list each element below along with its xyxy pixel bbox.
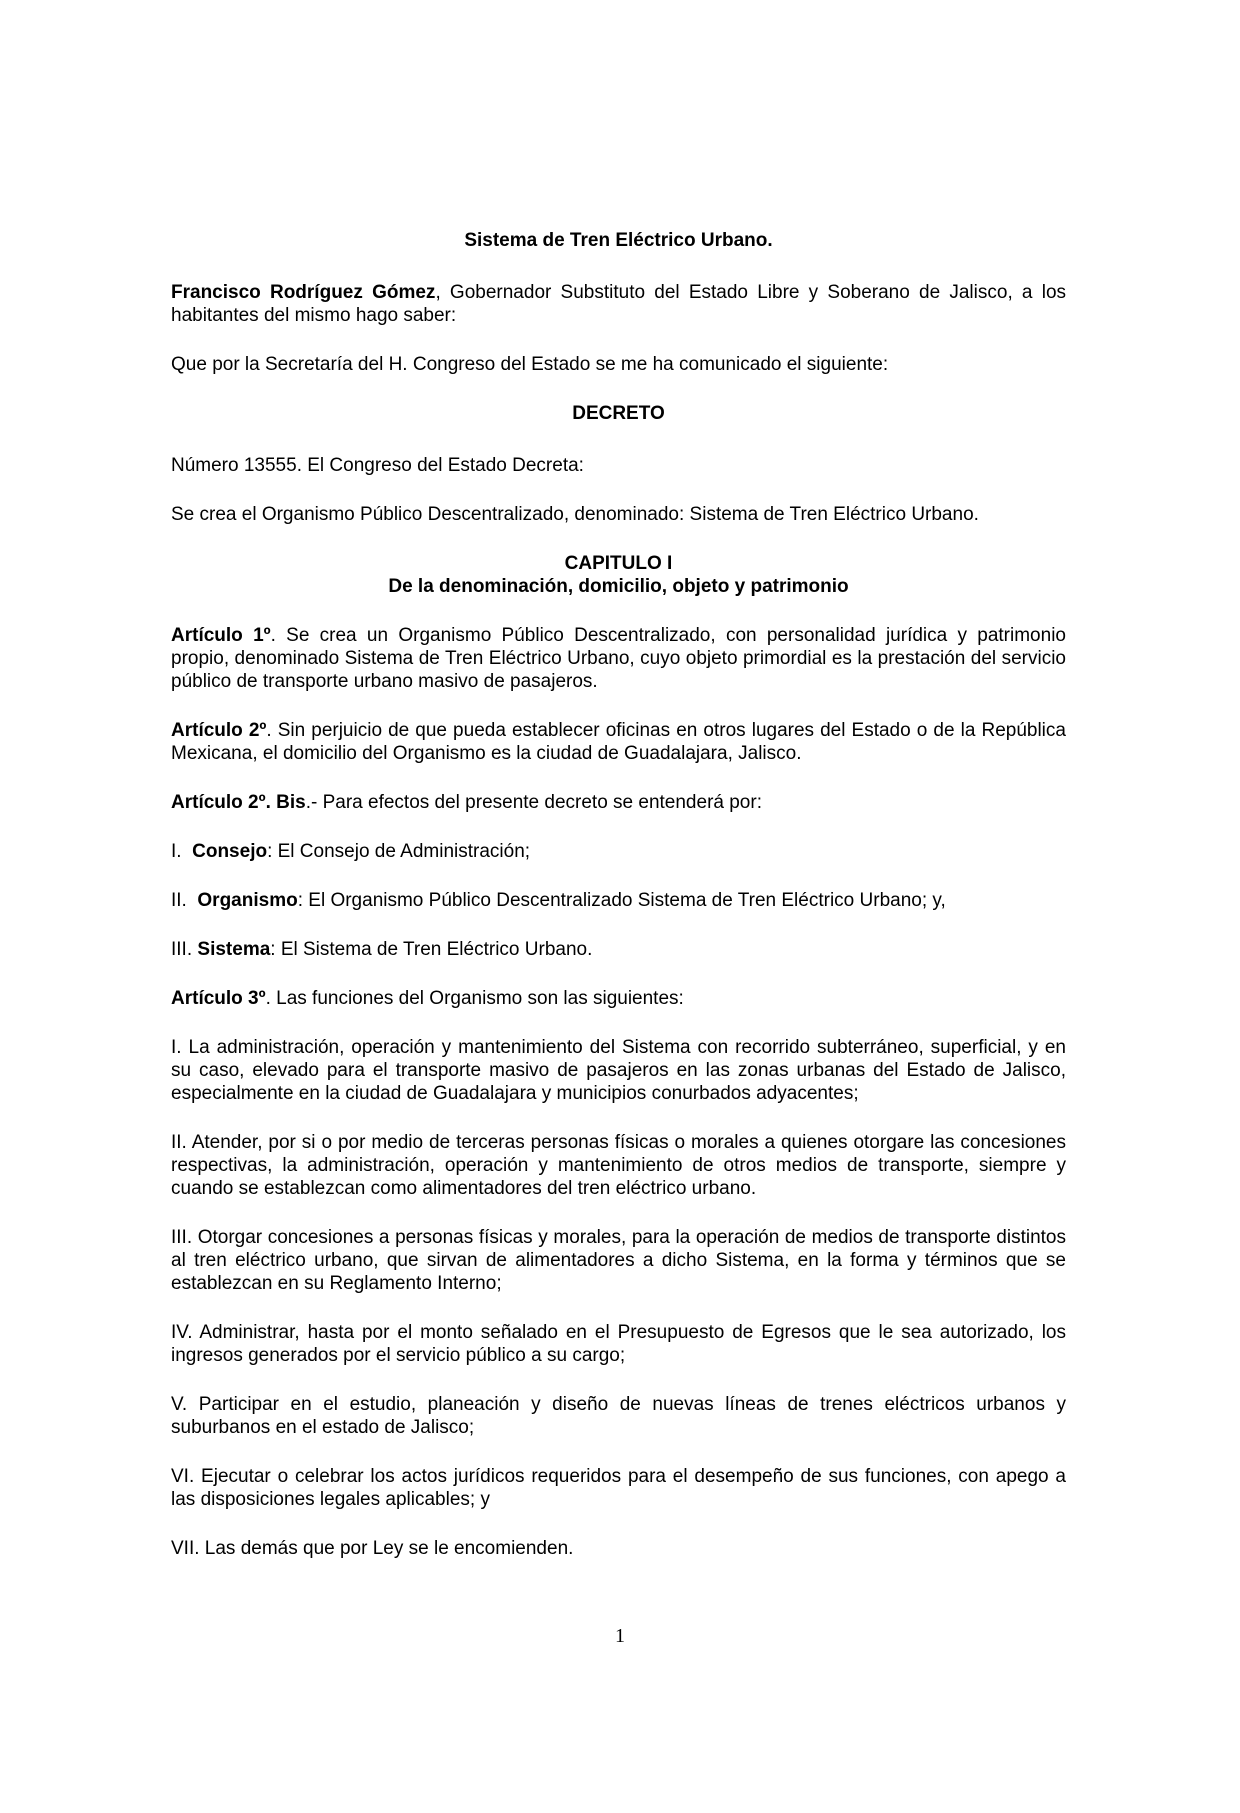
function-item: IV. Administrar, hasta por el monto señalado en el Presupuesto de Egresos que le sea autorizado, los ingresos generados por el servicio público a su cargo; — [171, 1322, 1066, 1366]
article-2-label: Artículo 2º — [171, 720, 267, 741]
article-2-bis-label: Artículo 2º. Bis — [171, 792, 306, 813]
definition-item — [171, 938, 1066, 961]
article-1 — [171, 624, 1066, 693]
article-1-text: . Se crea un Organismo Público Descentralizado, con personalidad jurídica y patrimonio propio, denominado Sistema de Tren Eléctrico Urbano, cuyo objeto primordial es la prestación del servicio público de transporte urbano masivo de pasajeros. — [171, 625, 1066, 692]
chapter-heading — [171, 552, 1066, 598]
function-item: III. Otorgar concesiones a personas físicas y morales, para la operación de medios de transporte distintos al tren eléctrico urbano, que sirvan de alimentadores a dicho Sistema, en la forma y términos que se establezcan en su Reglamento Interno; — [171, 1227, 1066, 1294]
function-item: VII. Las demás que por Ley se le encomienden. — [171, 1538, 574, 1559]
document-body — [171, 229, 1066, 1586]
decree-heading: DECRETO — [572, 403, 665, 424]
definition-number: II. — [171, 890, 187, 911]
article-2-bis-text: .- Para efectos del presente decreto se entenderá por: — [305, 792, 762, 813]
definition-term: Consejo — [192, 841, 268, 862]
document-title: Sistema de Tren Eléctrico Urbano. — [464, 230, 773, 251]
definition-number: I. — [171, 841, 182, 862]
article-3 — [171, 987, 1066, 1010]
creation-paragraph: Se crea el Organismo Público Descentralizado, denominado: Sistema de Tren Eléctrico Urbano. — [171, 504, 979, 525]
definition-text: : El Sistema de Tren Eléctrico Urbano. — [270, 939, 593, 960]
definition-text: : El Organismo Público Descentralizado Sistema de Tren Eléctrico Urbano; y, — [297, 890, 946, 911]
governor-name: Francisco Rodríguez Gómez — [171, 282, 436, 303]
definition-item — [171, 889, 1066, 912]
communication-paragraph: Que por la Secretaría del H. Congreso del Estado se me ha comunicado el siguiente: — [171, 354, 889, 375]
article-2-text: . Sin perjuicio de que pueda establecer oficinas en otros lugares del Estado o de la República Mexicana, el domicilio del Organismo es la ciudad de Guadalajara, Jalisco. — [171, 720, 1066, 764]
definition-text: : El Consejo de Administración; — [267, 841, 531, 862]
article-3-text: . Las funciones del Organismo son las siguientes: — [265, 988, 684, 1009]
function-item: VI. Ejecutar o celebrar los actos jurídicos requeridos para el desempeño de sus funciones, con apego a las disposiciones legales aplicables; y — [171, 1466, 1066, 1510]
function-item: II. Atender, por si o por medio de terceras personas físicas o morales a quienes otorgare las concesiones respectivas, la administración, operación y mantenimiento de otros medios de transporte, siempre y cuando se establezcan como alimentadores del tren eléctrico urbano. — [171, 1132, 1066, 1199]
page-number: 1 — [615, 1625, 625, 1647]
governor-text: , Gobernador Substituto del Estado Libre y Soberano de Jalisco, a los habitantes del mismo hago saber: — [171, 282, 1067, 326]
article-3-label: Artículo 3º — [171, 988, 266, 1009]
decree-number: Número 13555. El Congreso del Estado Decreta: — [171, 455, 584, 476]
article-1-label: Artículo 1º — [171, 625, 271, 646]
function-item: I. La administración, operación y mantenimiento del Sistema con recorrido subterráneo, superficial, y en su caso, elevado para el transporte masivo de pasajeros en las zonas urbanas del Estado de Jalisco, especialmente en la ciudad de Guadalajara y municipios conurbados adyacentes; — [171, 1037, 1066, 1104]
function-item: V. Participar en el estudio, planeación y diseño de nuevas líneas de trenes eléctricos urbanos y suburbanos en el estado de Jalisco; — [171, 1394, 1066, 1438]
definition-item — [171, 840, 1066, 863]
chapter-subtitle: De la denominación, domicilio, objeto y patrimonio — [388, 576, 849, 597]
chapter-label: CAPITULO I — [564, 553, 673, 574]
definition-term: Organismo — [197, 890, 298, 911]
definition-number: III. — [171, 939, 193, 960]
intro-paragraph — [171, 281, 1066, 327]
definition-term: Sistema — [197, 939, 271, 960]
article-2-bis — [171, 791, 1066, 814]
article-2 — [171, 719, 1066, 765]
